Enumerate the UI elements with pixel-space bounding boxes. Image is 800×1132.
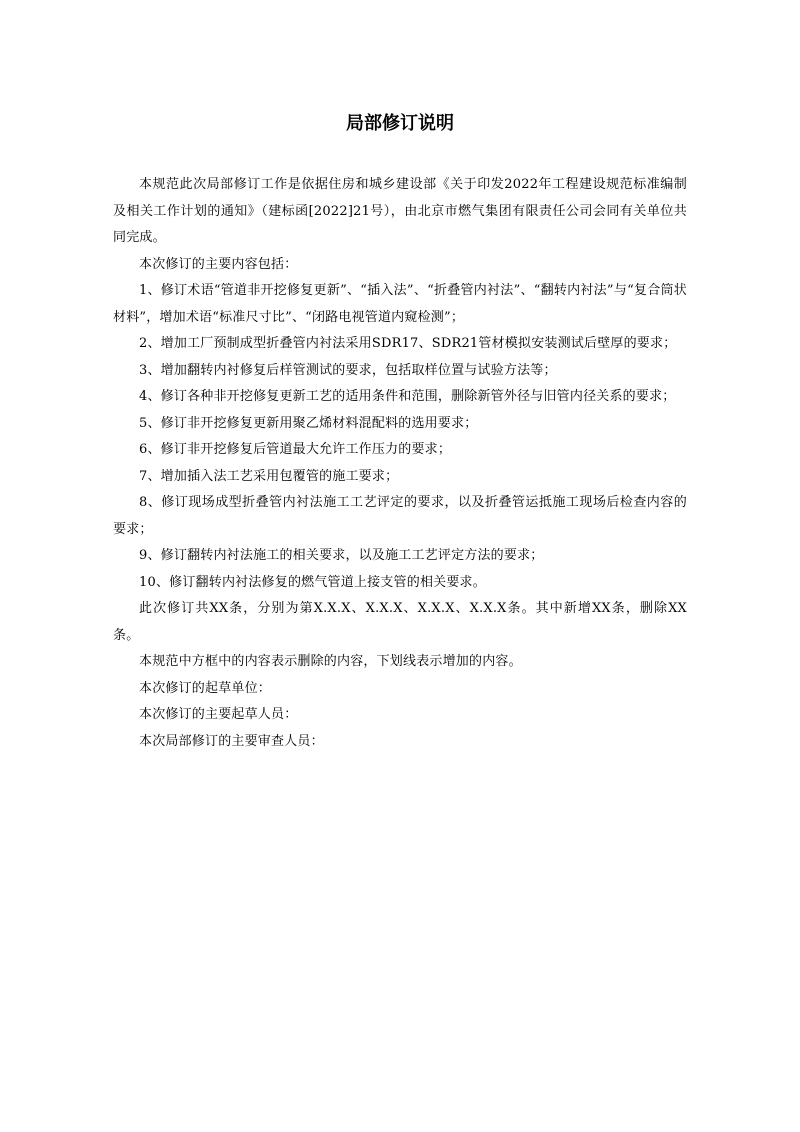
list-item: 9、修订翻转内衬法施工的相关要求，以及施工工艺评定方法的要求； bbox=[139, 548, 544, 563]
paragraph-drafters: 本次修订的主要起草人员： bbox=[139, 707, 298, 722]
paragraph-drafting-unit: 本次修订的起草单位： bbox=[139, 680, 272, 696]
document-page bbox=[113, 100, 687, 755]
list-item: 5、修订非开挖修复更新用聚乙烯材料混配料的选用要求； bbox=[139, 415, 478, 431]
list-item: 2、增加工厂预制成型折叠管内衬法采用SDR17、SDR21管材模拟安装测试后壁厚的要求； bbox=[139, 336, 677, 351]
paragraph-intro: 本规范此次局部修订工作是依据住房和城乡建设部《关于印发2022年工程建设规范标准编制及相关工作计划的通知》（建标函[2022]21号），由北京市燃气集团有限责任公司会同有关单位共同完成。 bbox=[113, 177, 687, 245]
paragraph-markup-legend: 本规范中方框中的内容表示删除的内容，下划线表示增加的内容。 bbox=[139, 654, 522, 669]
paragraph-reviewers: 本次局部修订的主要审查人员： bbox=[139, 733, 324, 749]
list-item: 10、修订翻转内衬法修复的燃气管道上接支管的相关要求。 bbox=[139, 574, 486, 590]
list-item: 7、增加插入法工艺采用包覆管的施工要求； bbox=[139, 468, 399, 484]
paragraph-clause-count: 此次修订共XX条，分别为第X.X.X、X.X.X、X.X.X、X.X.X条。其中新增XX条，删除XX条。 bbox=[113, 601, 687, 643]
page-title: 局部修订说明 bbox=[346, 113, 454, 134]
paragraph-contents-heading: 本次修订的主要内容包括： bbox=[139, 256, 298, 272]
list-item: 8、修订现场成型折叠管内衬法施工工艺评定的要求，以及折叠管运抵施工现场后检查内容的要求； bbox=[113, 495, 687, 537]
list-item: 6、修订非开挖修复后管道最大允许工作压力的要求； bbox=[139, 442, 452, 457]
list-item: 3、增加翻转内衬修复后样管测试的要求，包括取样位置与试验方法等； bbox=[139, 362, 557, 378]
list-item: 1、修订术语“管道非开挖修复更新”、“插入法”、“折叠管内衬法”、“翻转内衬法”与“复合筒状材料”，增加术语“标准尺寸比”、“闭路电视管道内窥检测”； bbox=[113, 283, 687, 325]
list-item: 4、修订各种非开挖修复更新工艺的适用条件和范围，删除新管外径与旧管内径关系的要求； bbox=[139, 389, 676, 404]
